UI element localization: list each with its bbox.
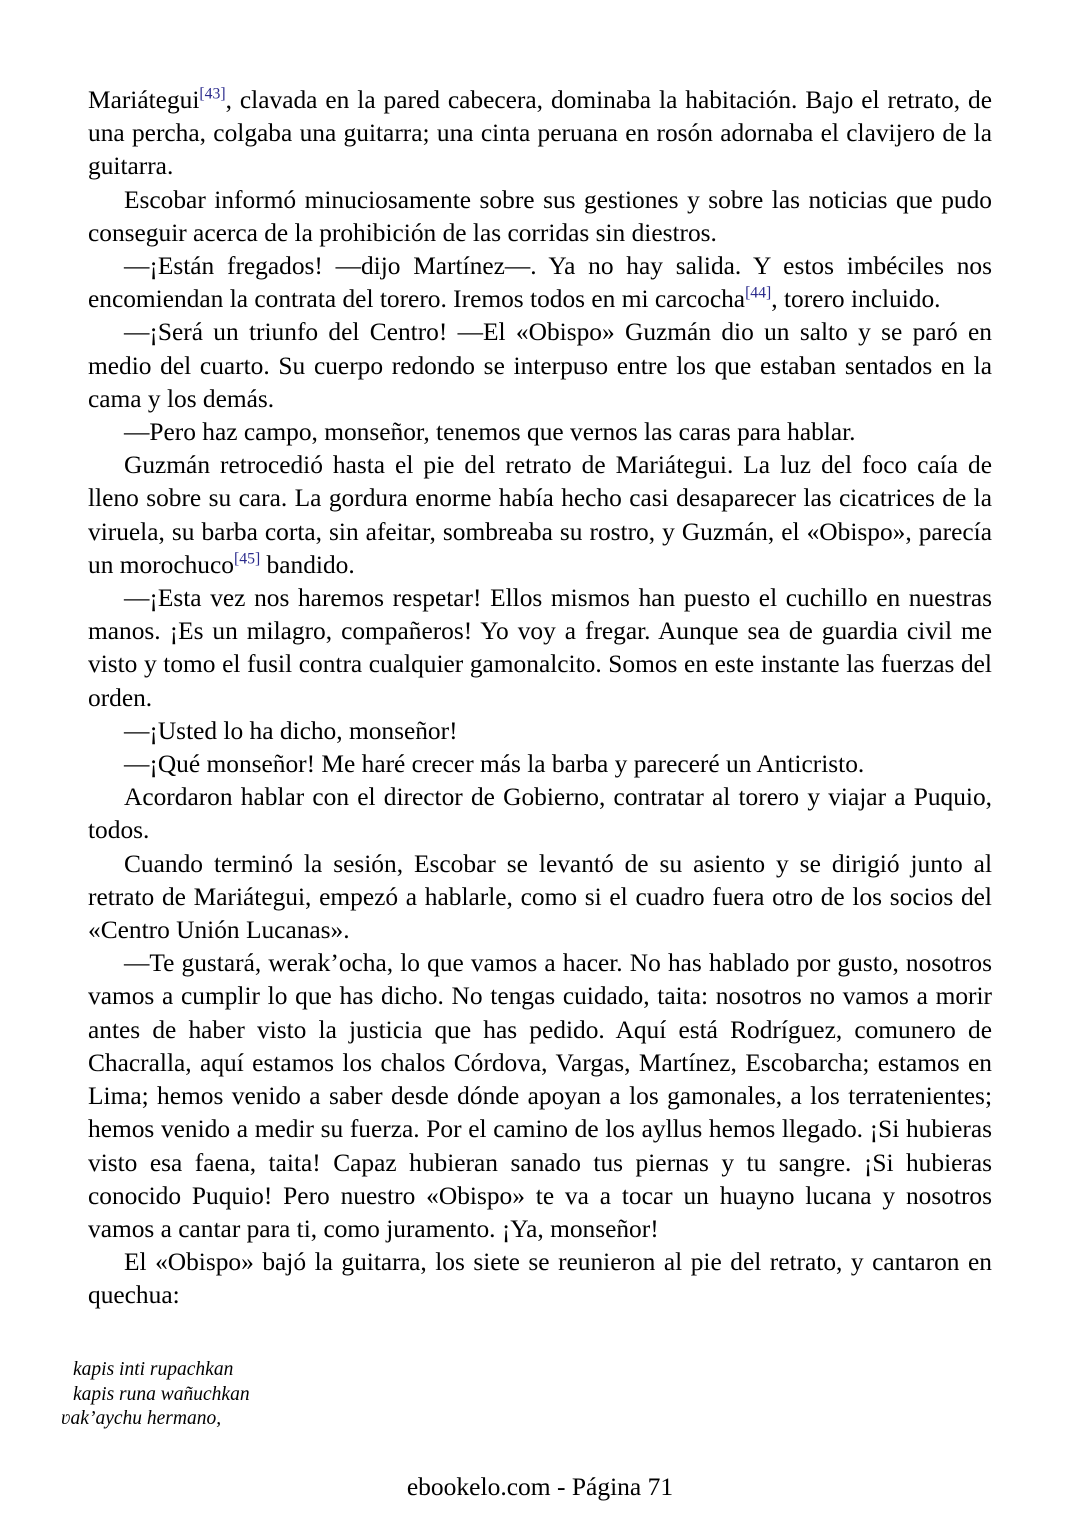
paragraph-1 xyxy=(88,84,992,184)
paragraph-10: Acordaron hablar con el director de Gobierno, contratar al torero y viajar a Puquio, todos. xyxy=(88,783,992,845)
paragraph-9: —¡Qué monseñor! Me haré crecer más la barba y pareceré un Anticristo. xyxy=(124,750,865,779)
paragraph-11: Cuando terminó la sesión, Escobar se levantó de su asiento y se dirigió junto al retrato de Mariátegui, empezó a hablarle, como si el cuadro fuera otro de los socios del «Centro Unión Lucanas». xyxy=(88,849,992,945)
paragraph-1-text-before-footnote: Mariátegui xyxy=(88,86,200,114)
paragraph-6-text-before-footnote: Guzmán retrocedió hasta el pie del retrato de Mariátegui. La luz del foco caía de lleno sobre su cara. La gordura enorme había hecho casi desaparecer las cicatrices de la viruela, su barba corta, sin afeitar, sombreaba su rostro, y Guzmán, el «Obispo», parecía un morochuco xyxy=(88,451,992,579)
paragraph-3-text-before-footnote: —¡Están fregados! —dijo Martínez—. Ya no hay salida. Y estos imbéciles nos encomiendan la contrata del torero. Iremos todos en mi carcocha xyxy=(88,252,992,314)
paragraph-6 xyxy=(88,449,992,582)
paragraph-4: —¡Será un triunfo del Centro! —El «Obispo» Guzmán dio un salto y se paró en medio del cuarto. Su cuerpo redondo se interpuso entre los que estaban sentados en la cama y los demás. xyxy=(88,318,992,413)
quechua-verse-block xyxy=(0,1358,400,1444)
paragraph-1-text-after-footnote: , clavada en la pared cabecera, dominaba la habitación. Bajo el retrato, de una percha, colgaba una guitarra; una cinta peruana en rosón adornaba el clavijero de la guitarra. xyxy=(88,86,992,181)
page-body-text xyxy=(88,84,992,1313)
page-footer: ebookelo.com - Página 71 xyxy=(406,1472,674,1501)
verse-line-1: kapis inti rupachkan xyxy=(73,1359,234,1380)
footnote-marker-44[interactable]: [44] xyxy=(745,284,772,302)
paragraph-3-text-after-footnote: , torero incluido. xyxy=(771,285,941,314)
footnote-marker-45[interactable]: [45] xyxy=(233,550,261,568)
paragraph-13: El «Obispo» bajó la guitarra, los siete se reunieron al pie del retrato, y cantaron en quechua: xyxy=(88,1248,992,1310)
footnote-marker-43[interactable]: [43] xyxy=(199,85,226,103)
verse-line-3: ʋak’aychu hermano, xyxy=(61,1408,222,1429)
paragraph-5: —Pero haz campo, monseñor, tenemos que vernos las caras para hablar. xyxy=(124,418,856,447)
paragraph-6-text-after-footnote: bandido. xyxy=(260,550,355,579)
paragraph-7: —¡Esta vez nos haremos respetar! Ellos mismos han puesto el cuchillo en nuestras manos. ¡Es un milagro, compañeros! Yo voy a fregar. Aunque sea de guardia civil me visto y tomo el fusil contra cualquier gamonalcito. Somos en este instante las fuerzas del orden. xyxy=(88,584,992,712)
verse-line-2: kapis runa wañuchkan xyxy=(73,1383,250,1405)
quechua-verse-lines xyxy=(61,1358,400,1432)
paragraph-2: Escobar informó minuciosamente sobre sus gestiones y sobre las noticias que pudo conseguir acerca de la prohibición de las corridas sin diestros. xyxy=(88,185,992,247)
paragraph-12: —Te gustará, werak’ocha, lo que vamos a hacer. No has hablado por gusto, nosotros vamos a cumplir lo que has dicho. No tengas cuidado, taita: nosotros no vamos a morir antes de haber visto la justicia que has pedido. Aquí está Rodríguez, comunero de Chacralla, aquí estamos los chalos Córdova, Vargas, Martínez, Escobarcha; estamos en Lima; hemos venido a saber desde dónde apoyan a los gamonales, a los terratenientes; hemos venido a medir su fuerza. Por el camino de los ayllus hemos llegado. ¡Si hubieras visto esa faena, taita! Capaz hubieran sanado tus piernas y tu sangre. ¡Si hubieras conocido Puquio! Pero nuestro «Obispo» te va a tocar un huayno lucana y nosotros vamos a cantar para ti, como juramento. ¡Ya, monseñor! xyxy=(88,949,992,1243)
paragraph-8: —¡Usted lo ha dicho, monseñor! xyxy=(124,716,458,745)
paragraph-3 xyxy=(88,250,992,316)
